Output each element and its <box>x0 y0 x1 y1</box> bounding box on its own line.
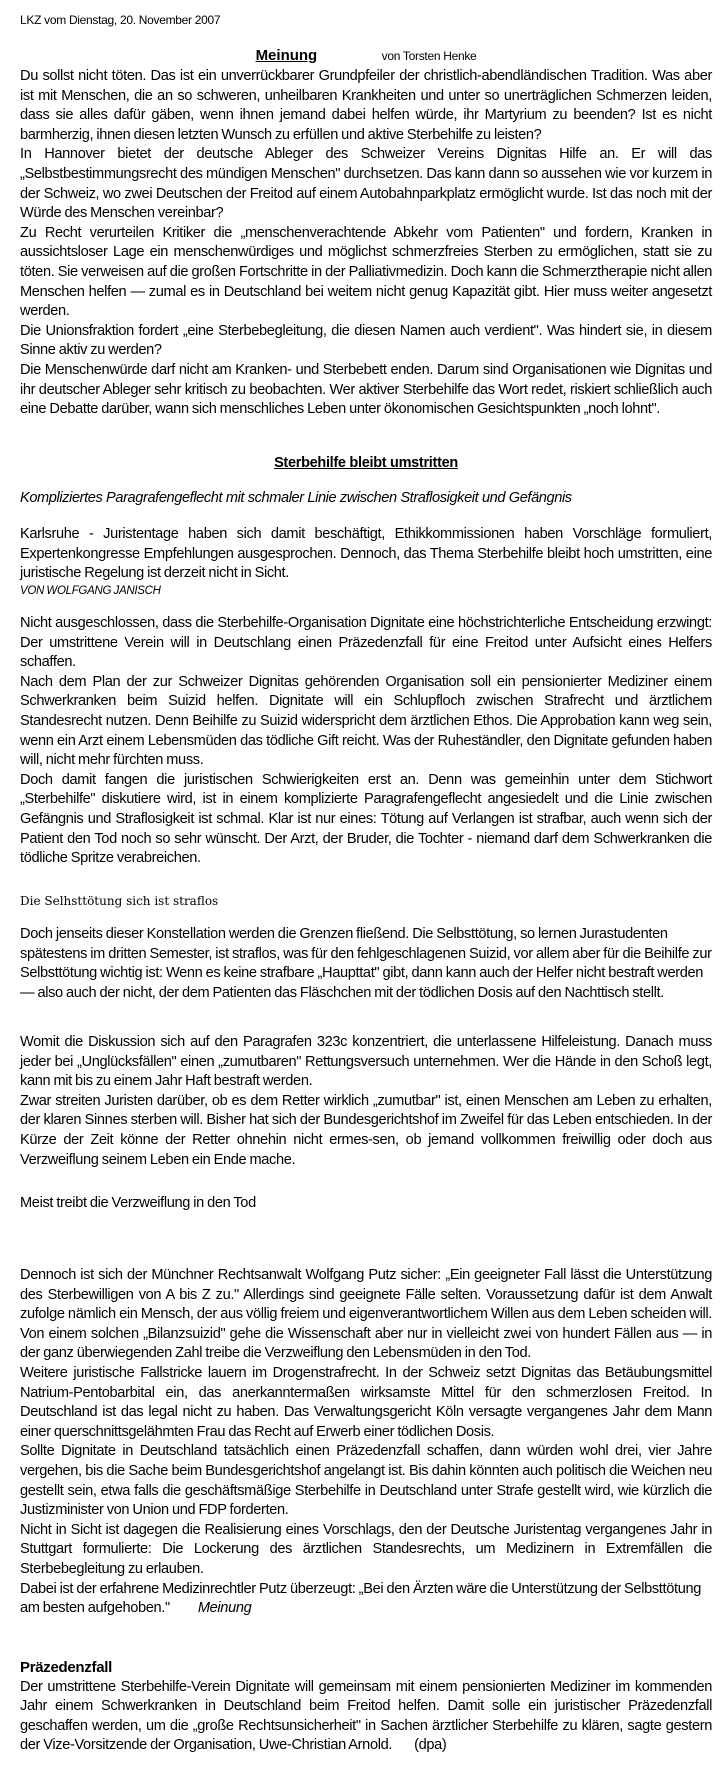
box-heading: Präzedenzfall <box>20 1659 112 1676</box>
article-headline: Sterbehilfe bleibt umstritten <box>274 455 458 471</box>
paragraph: Die Menschenwürde darf nicht am Kranken- und Sterbebett enden. Darum sind Organisationen wie Dignitas und ihr deutscher Ableger sehr kritisch zu beobachten. Wer aktiver Sterbehilfe das Wort redet, riskiert schließlich auch eine Debatte darüber, wann sich menschliches Leben unter ökonomischen Gesichtspunkten „noch lohnt". <box>20 361 712 418</box>
box-text: Der umstrittene Sterbehilfe-Verein Dignitate will gemeinsam mit einem pensionierten Mediziner im kommenden Jahr einem Schwerkranken in Deutschland beim Freitod helfen. Damit solle ein juristischer Präzedenzfall geschaffen werden, um die „große Rechtsunsicherheit" in Sachen ärztlicher Sterbehilfe zu klären, sagte gestern der Vize-Vorsitzende der Organisation, Uwe-Christian Arnold. <box>20 1678 712 1754</box>
article-lead <box>20 525 712 598</box>
paragraph: In Hannover bietet der deutsche Ableger des Schweizer Vereins Dignitas Hilfe an. Er will das „Selbstbestimmungsrecht des mündigen Menschen" durchsetzen. Das kann dann so aussehen wie vor kurzem in der Schweiz, wo zwei Deutschen der Freitod auf einem Autobahnparkplatz ermöglicht wurde. Ist das noch mit der Würde des Menschen vereinbar? <box>20 146 712 222</box>
paragraph: Sollte Dignitate in Deutschland tatsächlich einen Präzedenzfall schaffen, dann würden wohl drei, vier Jahre vergehen, bis die Sache beim Bundesgerichtshof angelangt ist. Bis dahin könnten auch politisch die Weichen neu gestellt sein, etwa falls die geschäftsmäßige Sterbehilfe in Deutschland unter Strafe gestellt wird, wie kürzlich die Justizminister von Union und FDP forderten. <box>20 1443 712 1519</box>
opinion-author: von Torsten Henke <box>381 49 477 63</box>
article-section-3 <box>20 1266 712 1619</box>
paragraph: Dennoch ist sich der Münchner Rechtsanwalt Wolfgang Putz sicher: „Ein geeigneter Fall lässt die Unterstützung des Sterbewilligen von A bis Z zu." Allerdings sind geeignete Fälle selten. Voraussetzung dafür ist dem Anwalt zufolge nämlich ein Mensch, der aus völlig freiem und eigenverantwortlichem Willen aus dem Leben scheiden will. Von einem solchen „Bilanzsuizid" gehe die Wissenschaft aber nur in vielleicht zwei von hundert Fällen aus — in der ganz überwiegenden Zahl treibe die Verzweiflung den Lebensmüden in den Tod. <box>20 1267 712 1362</box>
paragraph: Weitere juristische Fallstricke lauern im Drogenstrafrecht. In der Schweiz setzt Dignitas das Betäubungsmittel Natrium-Pentobarbital ein, das anerkanntermaßen wirksamste Mittel für den schmerzlosen Freitod. In Deutschland ist das legal nicht zu haben. Das Verwaltungsgericht Köln versagte vergangenes Jahr dem Mann einer querschnittsgelähmten Frau das Recht auf Erwerb einer tödlichen Dosis. <box>20 1364 712 1440</box>
article-subheadline: Kompliziertes Paragrafengeflecht mit schmaler Linie zwischen Straflosigkeit und Gefängnis <box>20 490 572 506</box>
paragraph: Nicht ausgeschlossen, dass die Sterbehilfe-Organisation Dignitate eine höchstrichterliche Entscheidung erzwingt: Der umstrittene Verein will in Deutschlang einen Präzedenzfall für eine Freitod unter Aufsicht eines Helfers schaffen. <box>20 615 712 671</box>
paragraph: Nicht in Sicht ist dagegen die Realisierung eines Vorschlags, den der Deutsche Juristentag vergangenes Jahr in Stuttgart formulierte: Die Lockerung des ärztlichen Standesrechts, um Medizinern in Extremfällen die Sterbebegleitung zu erlauben. <box>20 1521 712 1577</box>
paragraph: Doch damit fangen die juristischen Schwierigkeiten erst an. Denn was gemeinhin unter dem Stichwort „Sterbehilfe" diskutiere wird, ist in einem komplizierte Paragrafengeflecht angesiedelt und die Linie zwischen Gefängnis und Straflosigkeit ist schmal. Klar ist nur eines: Tötung auf Verlangen ist strafbar, auch wenn sich der Patient den Tod noch so sehr wünscht. Der Arzt, der Bruder, die Tochter - niemand darf dem Schwerkranken die tödliche Spritze verabreichen. <box>20 771 712 867</box>
box-source: (dpa) <box>414 1737 447 1754</box>
closing-text: Dabei ist der erfahrene Medizinrechtler Putz überzeugt: „Bei den Ärzten wäre die Unterstützung der Selbsttötung am besten aufgehoben." <box>20 1580 701 1617</box>
article-section-2b <box>20 1033 712 1170</box>
source-line: LKZ vom Dienstag, 20. November 2007 <box>20 13 221 27</box>
precedent-box <box>20 1658 712 1756</box>
paragraph: Die Unionsfraktion fordert „eine Sterbebegleitung, die diesen Namen auch verdient". Was hindert sie, in diesem Sinne aktiv zu werden? <box>20 322 712 359</box>
paragraph: Zwar streiten Juristen darüber, ob es dem Retter wirklich „zumutbar" ist, einen Menschen am Leben zu erhalten, der klaren Sinnes sterben will. Bisher hat sich der Bundesgerichtshof im Zweifel für das Leben entschieden. In der Kürze der Zeit könne der Retter ohnehin nicht ermes-sen, ob jemand vollkommen freiwillig oder doch aus Verzweiflung seinem Leben ein Ende mache. <box>20 1092 712 1168</box>
paragraph: Zu Recht verurteilen Kritiker die „menschenverachtende Abkehr vom Patienten" und fordern, Kranken in aussichtsloser Lage ein menschenwürdiges und möglichst schmerzfreies Sterben zu ermöglichen, statt sie zu töten. Sie verweisen auf die großen Fortschritte in der Palliativmedizin. Doch kann die Schmerztherapie nicht allen Menschen helfen — zumal es in Deutschland bei weitem nicht genug Kapazität gibt. Hier muss weiter angesetzt werden. <box>20 224 712 320</box>
subheading-verzweiflung: Meist treibt die Verzweiflung in den Tod <box>20 1195 256 1211</box>
box-text-wrap <box>20 1678 712 1756</box>
closing-tag: Meinung <box>197 1600 252 1617</box>
article-section-1 <box>20 614 712 869</box>
lead-paragraph: Karlsruhe - Juristentage haben sich damit beschäftigt, Ethikkommissionen haben Vorschläge formuliert, Expertenkongresse Empfehlungen ausgesprochen. Dennoch, das Thema Sterbehilfe bleibt hoch umstritten, eine juristische Regelung ist derzeit nicht in Sicht. <box>20 526 712 582</box>
subheading-selbsttoetung: Die Selhsttötung sich ist straflos <box>20 894 219 908</box>
paragraph: Doch jenseits dieser Konstellation werden die Grenzen fließend. Die Selbsttötung, so lernen Jurastudenten spätestens im dritten Semester, ist straflos, was für den fehlgeschlagenen Suizid, vor allem aber für die Beihilfe zur Selbsttötung wichtig ist: Wenn es keine strafbare „Haupttat" gibt, dann kann auch der Helfer nicht bestraft werden — also auch der nicht, der dem Patienten das Fläschchen mit der tödlichen Dosis auf den Nachttisch stellt. <box>20 926 712 1001</box>
article-section-2a <box>20 925 712 1003</box>
opinion-heading: Meinung <box>255 47 318 64</box>
opinion-body <box>20 67 712 420</box>
paragraph: Du sollst nicht töten. Das ist ein unverrückbarer Grundpfeiler der christlich-abendländischen Tradition. Was aber ist mit Menschen, die an so schweren, unheilbaren Krankheiten und unter so unerträglichen Schmerzen leiden, dass sie alles dafür gäben, wenn ihnen jemand dabei helfen würde, ihr Martyrium zu beenden? Ist es nicht barmherzig, ihnen diesen letzten Wunsch zu erfüllen und aktive Sterbehilfe zu leisten? <box>20 68 712 143</box>
paragraph: Womit die Diskussion sich auf den Paragrafen 323c konzentriert, die unterlassene Hilfeleistung. Danach muss jeder bei „Unglücksfällen" einen „zumutbaren" Rettungsversuch unternehmen. Wer die Hände in den Schoß legt, kann mit bis zu einem Jahr Haft bestraft werden. <box>20 1034 712 1090</box>
closing-paragraph <box>20 1580 712 1619</box>
opinion-title-row <box>20 47 712 65</box>
paragraph: Nach dem Plan der zur Schweizer Dignitas gehörenden Organisation soll ein pensionierter Mediziner einem Schwerkranken beim Suizid helfen. Dignitate will ein Schlupfloch zwischen Strafrecht und ärztlichem Standesrecht nutzen. Denn Beihilfe zu Suizid widerspricht dem ärztlichen Ethos. Die Approbation kann weg sein, wenn ein Arzt einem Lebensmüden das tödliche Gift reicht. Was der Ruheständler, den Dignitate gefunden haben will, nicht mehr fürchten muss. <box>20 673 712 769</box>
byline: VON WOLFGANG JANISCH <box>20 584 161 597</box>
